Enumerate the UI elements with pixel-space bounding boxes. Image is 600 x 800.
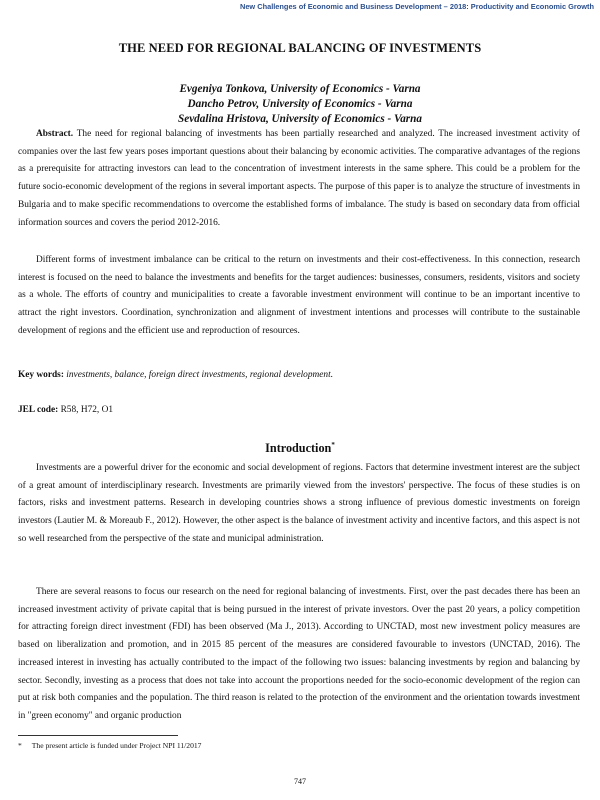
keywords-text: investments, balance, foreign direct investments, regional development. — [66, 370, 334, 380]
keywords-line — [18, 367, 580, 385]
jel-section — [18, 402, 580, 420]
author-line: Dancho Petrov, University of Economics - Varna — [187, 98, 413, 110]
intro-section — [18, 460, 580, 549]
body-paragraph: There are several reasons to focus our research on the need for regional balancing of investments. First, over the past decades there has been an increased investment activity of private capital that is being pursued in the interest of private investors. Over the past 20 years, a policy competition for attracting foreign direct investment (FDI) has been observed (Ma J., 2013). According to UNCTAD, most new investment policy measures are based on liberalization and promotion, and in 2015 85 percent of the measures are considered favourable to investors (UNCTAD, 2016). The increased interest in investing has actually contributed to the impact of the following two issues: balancing investments by region and balancing by sector. Secondly, investing as a process that does not take into account the proportions needed for the socio-economic development of the region can put at risk both companies and the population. The third reason is related to the protection of the environment and the orientation towards investment in "green economy" and organic production — [18, 587, 580, 721]
page-number: 747 — [294, 777, 306, 786]
footnote-text: The present article is funded under Project NPI 11/2017 — [31, 741, 202, 750]
jel-codes: R58, H72, O1 — [60, 405, 114, 415]
running-header: New Challenges of Economic and Business Development – 2018: Productivity and Economic Growth — [239, 2, 594, 11]
keywords-label: Key words: — [18, 370, 64, 380]
keywords-section — [18, 367, 580, 385]
author-line: Sevdalina Hristova, University of Economics - Varna — [178, 113, 422, 125]
abstract-text: The need for regional balancing of investments has been partially researched and analyzed. The increased investment activity of companies over the last few years poses important questions about their balancing by economic activities. The comparative advantages of the regions as a prerequisite for attracting investors can lead to the concentration of investment interests in the same sphere. This could be a problem for the future socio-economic development of the regions in several important aspects. The purpose of this paper is to analyze the structure of investments in Bulgaria and to make specific recommendations to overcome the established forms of imbalance. The study is based on secondary data from official information sources and covers the period 2012-2016. — [18, 129, 580, 228]
footnote-mark: * — [18, 741, 22, 750]
section-heading-text: Introduction — [265, 441, 332, 456]
body-paragraph: Investments are a powerful driver for the economic and social development of regions. Factors that determine investment interest are the subject of a great amount of interdisciplinary research. Investments are primarily viewed from the investors' perspective. The focus of these studies is on factors, risks and investment patterns. Research in developing countries shows a strong influence of previous domestic investments on foreign investors (Lautier M. & Moreaub F., 2012). However, the other aspect is the balance of investment activity and incentive factors, and this aspect is not so well researched from the perspective of the state and municipal administration. — [18, 463, 580, 544]
jel-label: JEL code: — [18, 405, 59, 415]
abstract-label: Abstract. — [36, 129, 74, 139]
abstract-paragraph — [18, 126, 580, 232]
section-heading-introduction — [0, 441, 600, 456]
footnote — [18, 741, 201, 750]
abstract-section — [18, 126, 580, 232]
abstract-section-2 — [18, 252, 580, 341]
jel-line — [18, 402, 580, 420]
paper-title: THE NEED FOR REGIONAL BALANCING OF INVESTMENTS — [118, 41, 482, 55]
author-list — [0, 82, 600, 127]
abstract-paragraph: Different forms of investment imbalance can be critical to the return on investments and their cost-effectiveness. In this connection, research interest is focused on the need to balance the investments and benefits for the target audiences: businesses, consumers, residents, visitors and society as a whole. The efforts of country and municipalities to create a favorable investment environment will continue to be an important incentive to attract the right investors. Coordination, synchronization and alignment of investment intentions and processes will contribute to the sustainable development of regions and the efficient use and reproduction of resources. — [18, 255, 580, 336]
footnote-marker: * — [331, 441, 335, 449]
footnote-divider — [18, 735, 178, 736]
intro-section-2 — [18, 584, 580, 726]
author-line: Evgeniya Tonkova, University of Economics - Varna — [179, 83, 421, 95]
